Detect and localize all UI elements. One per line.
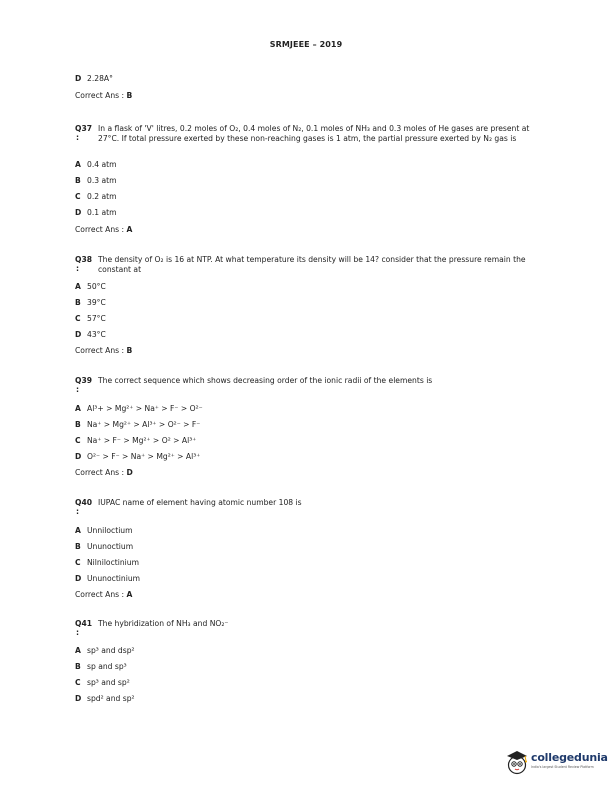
option-text: 39°C	[87, 298, 106, 307]
option-text: 0.2 atm	[87, 192, 117, 201]
q37-correct-answer	[75, 225, 132, 234]
q41-option-b	[75, 662, 127, 671]
option-text: Unniloctium	[87, 526, 133, 535]
option-text: 0.1 atm	[87, 208, 117, 217]
option-letter: B	[75, 542, 81, 551]
q41-option-c	[75, 678, 130, 687]
q39-option-d	[75, 452, 200, 461]
question-text: IUPAC name of element having atomic number 108 is	[98, 498, 302, 507]
logo-name: collegedunia	[531, 751, 608, 764]
option-letter: D	[75, 452, 82, 461]
question-colon: :	[76, 385, 80, 394]
logo-tagline: India's largest Student Review Platform	[531, 765, 594, 769]
correct-value: B	[126, 346, 133, 355]
option-letter: D	[75, 74, 82, 83]
correct-label: Correct Ans :	[75, 346, 125, 355]
question-39	[75, 376, 545, 394]
q37-option-b	[75, 176, 117, 185]
correct-label: Correct Ans :	[75, 468, 125, 477]
option-letter: C	[75, 192, 81, 201]
question-number: Q39	[75, 376, 93, 385]
q38-option-c	[75, 314, 106, 323]
q38-option-d	[75, 330, 106, 339]
option-letter: B	[75, 662, 81, 671]
question-text: The hybridization of NH₃ and NO₂⁻	[98, 619, 229, 628]
option-letter: B	[75, 176, 81, 185]
q38-correct-answer	[75, 346, 132, 355]
q40-option-b	[75, 542, 133, 551]
question-40	[75, 498, 545, 516]
question-colon: :	[76, 628, 80, 637]
option-text: 57°C	[87, 314, 106, 323]
option-letter: C	[75, 678, 81, 687]
q40-option-d	[75, 574, 140, 583]
question-number: Q38	[75, 255, 93, 264]
option-letter: C	[75, 314, 81, 323]
q39-correct-answer	[75, 468, 133, 477]
q41-option-a	[75, 646, 135, 655]
q37-option-d	[75, 208, 117, 217]
q39-option-a	[75, 404, 203, 413]
prev-correct-answer	[75, 91, 132, 100]
option-text: 2.28A°	[87, 74, 113, 83]
option-text: 43°C	[87, 330, 106, 339]
correct-value: B	[126, 91, 133, 100]
q41-option-d	[75, 694, 135, 703]
option-text: Na⁺ > F⁻ > Mg²⁺ > O² > Al³⁺	[87, 436, 197, 445]
graduate-mascot-icon	[505, 750, 529, 776]
question-colon: :	[76, 507, 80, 516]
question-text: The density of O₂ is 16 at NTP. At what temperature its density will be 14? consider that the pressure remain the constant at	[98, 255, 526, 274]
option-letter: D	[75, 208, 82, 217]
correct-label: Correct Ans :	[75, 590, 125, 599]
option-text: Ununoctinium	[87, 574, 141, 583]
option-letter: C	[75, 436, 81, 445]
correct-value: D	[126, 468, 133, 477]
question-text: In a flask of 'V' litres, 0.2 moles of O₂, 0.4 moles of N₂, 0.1 moles of NH₃ and 0.3 moles of He gases are present at 27°C. If total pressure exerted by these non-reaching gases is 1 atm, the partial pressure exerted by N₂ gas is	[98, 124, 530, 143]
q39-option-c	[75, 436, 196, 445]
question-number: Q37	[75, 124, 93, 133]
option-letter: D	[75, 694, 82, 703]
prev-option-d	[75, 74, 113, 83]
q40-option-a	[75, 526, 133, 535]
q38-option-b	[75, 298, 106, 307]
question-number: Q40	[75, 498, 93, 507]
option-text: sp³ and dsp²	[87, 646, 135, 655]
option-text: O²⁻ > F⁻ > Na⁺ > Mg²⁺ > Al³⁺	[87, 452, 201, 461]
option-letter: B	[75, 298, 81, 307]
q38-option-a	[75, 282, 106, 291]
option-letter: B	[75, 420, 81, 429]
option-letter: C	[75, 558, 81, 567]
collegedunia-logo	[505, 748, 608, 778]
q37-option-a	[75, 160, 117, 169]
option-text: Na⁺ > Mg²⁺ > Al³⁺ > O²⁻ > F⁻	[87, 420, 201, 429]
option-text: Nilniloctinium	[87, 558, 139, 567]
option-text: sp³ and sp²	[87, 678, 130, 687]
question-text: The correct sequence which shows decreasing order of the ionic radii of the elements is	[98, 376, 433, 385]
option-letter: A	[75, 526, 81, 535]
option-text: 0.4 atm	[87, 160, 117, 169]
option-text: sp and sp³	[87, 662, 127, 671]
option-text: Al³+ > Mg²⁺ > Na⁺ > F⁻ > O²⁻	[87, 404, 203, 413]
question-colon: :	[76, 264, 80, 273]
option-text: spd² and sp²	[87, 694, 135, 703]
option-letter: A	[75, 646, 81, 655]
option-letter: A	[75, 282, 81, 291]
q40-option-c	[75, 558, 139, 567]
option-text: 0.3 atm	[87, 176, 117, 185]
question-colon: :	[76, 133, 80, 142]
option-text: Ununoctium	[87, 542, 134, 551]
question-41	[75, 619, 545, 637]
correct-label: Correct Ans :	[75, 225, 125, 234]
option-letter: D	[75, 574, 82, 583]
option-letter: A	[75, 160, 81, 169]
correct-value: A	[126, 590, 133, 599]
question-38	[75, 255, 545, 274]
q40-correct-answer	[75, 590, 132, 599]
question-number: Q41	[75, 619, 93, 628]
page-header-title: SRMJEEE – 2019	[269, 40, 343, 49]
correct-label: Correct Ans :	[75, 91, 125, 100]
option-letter: D	[75, 330, 82, 339]
q37-option-c	[75, 192, 117, 201]
option-text: 50°C	[87, 282, 106, 291]
question-37	[75, 124, 545, 143]
correct-value: A	[126, 225, 133, 234]
q39-option-b	[75, 420, 200, 429]
option-letter: A	[75, 404, 81, 413]
